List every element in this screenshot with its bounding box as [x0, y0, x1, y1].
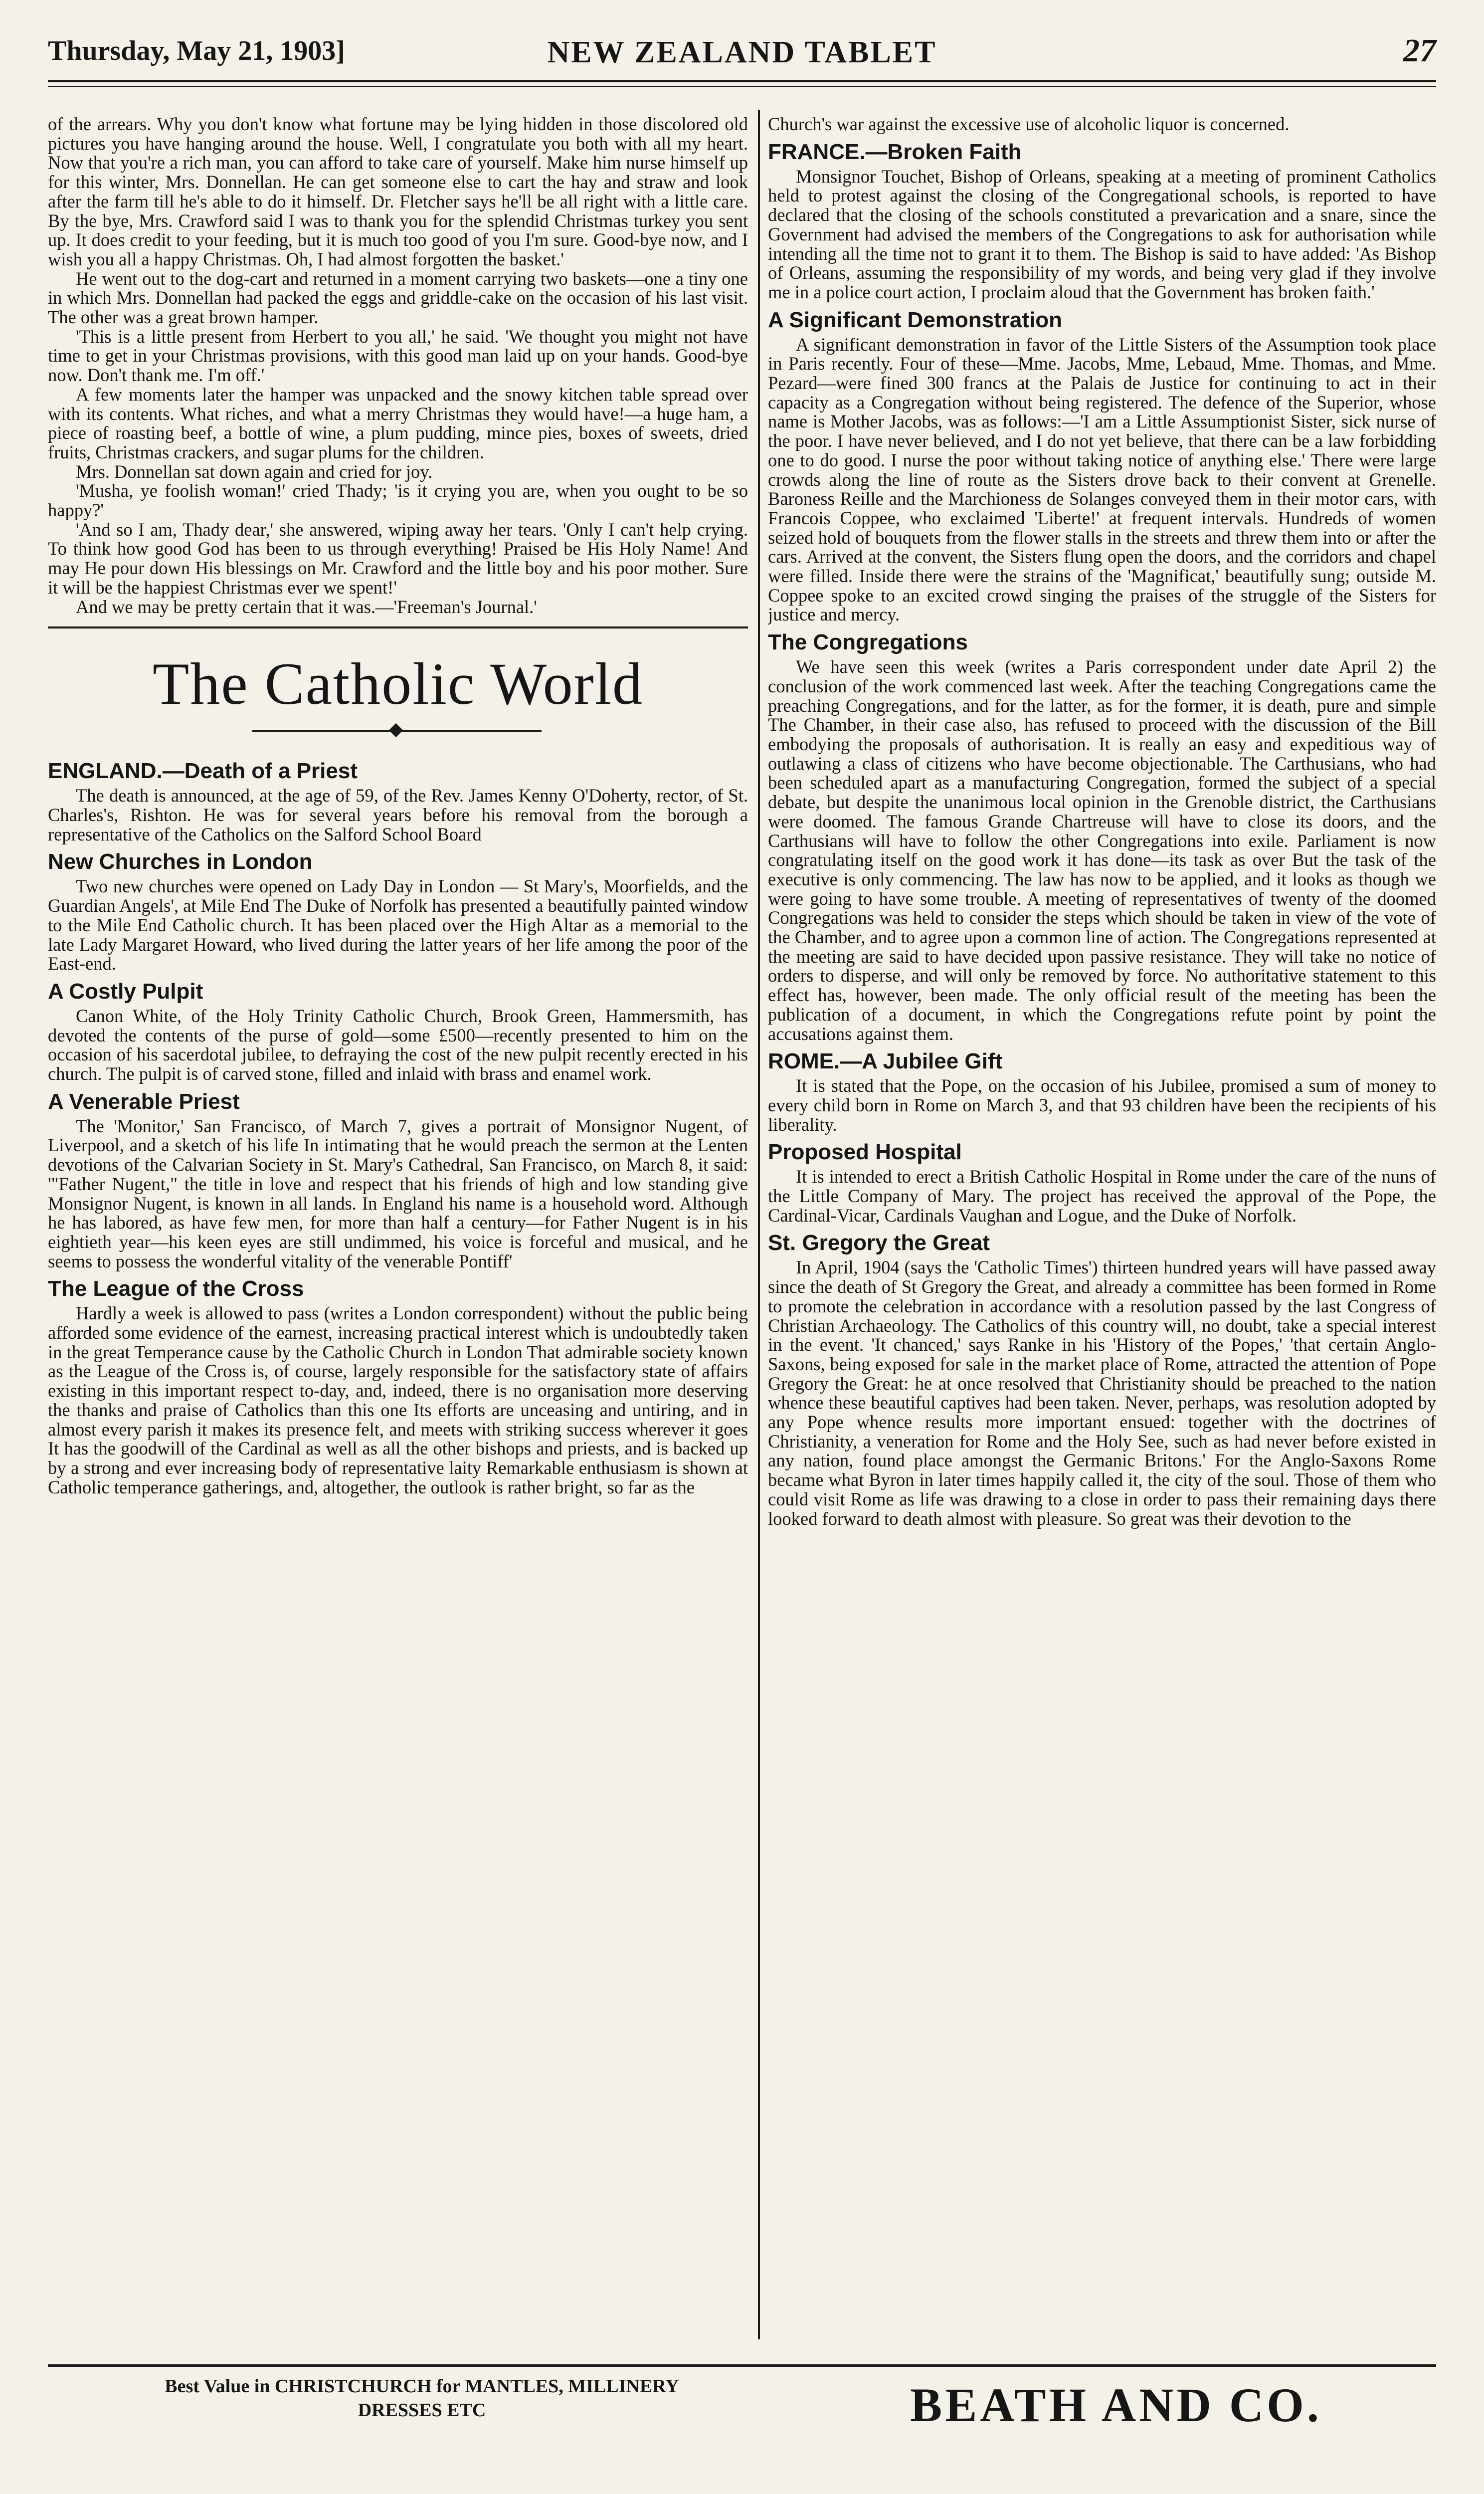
footer-advert: [48, 2374, 1436, 2474]
paragraph: Canon White, of the Holy Trinity Catholic Church, Brook Green, Hammersmith, has devoted the contents of the purse of gold—some £500—recently presented to him on the occasion of his sacerdotal jubilee, to defraying the cost of the new pulpit recently erected in his church. The pulpit is of carved stone, filled and inlaid with brass and enamel work.: [48, 1005, 748, 1084]
article-heading: St. Gregory the Great: [768, 1231, 990, 1255]
article-heading: The League of the Cross: [48, 1276, 304, 1301]
article: [48, 849, 748, 974]
footer-line-1: Best Value in CHRISTCHURCH for MANTLES, MILLINERY: [165, 2376, 679, 2397]
paragraph: A significant demonstration in favor of the Little Sisters of the Assumption took place in Paris recently. Four of these—Mme. Jacobs, Mme, Lebaud, Mme. Thomas, and Mme. Pezard—were fined 300 francs at the Palais de Justice for continuing to act in their capacity as a Congregation without being registered. The defence of the Superior, whose name is Mother Jacobs, was as follows:—'I am a Little Assumptionist Sister, sick nurse of the poor. I have never believed, and I do not yet believe, that there can be a law forbidding one to do good. I nurse the poor without taking notice of anything else.' There were large crowds along the line of route as the Sisters drove back to their convent at Grenelle. Baroness Reille and the Marchioness de Solanges conveyed them in their motor cars, with Francois Coppee, who exclaimed 'Liberte!' at frequent intervals. Hundreds of women seized hold of bouquets from the flower stalls in the streets and threw them into or after the cars. Arrived at the convent, the Sisters flung open the doors, and the corridors and chapel were filled. Inside there were the strains of the 'Magnificat,' beautifully sung; outside M. Coppee spoke to an excited crowd singing the praises of the struggle of the Sisters for justice and mercy.: [768, 334, 1436, 625]
article: [768, 1139, 1436, 1225]
left-column: [48, 115, 748, 2359]
section-divider-rule: [48, 626, 748, 628]
header-page-number: 27: [1403, 32, 1436, 69]
paragraph: Two new churches were opened on Lady Day in London — St Mary's, Moorfields, and the Guardian Angels', at Mile End The Duke of Norfolk has presented a beautifully painted window to the Mile End Catholic church. It has been placed over the High Altar as a memorial to the late Lady Margaret Howard, who lived during the latter years of her life among the poor of the East-end.: [48, 876, 748, 974]
right-column: [768, 115, 1436, 2359]
paragraph: It is stated that the Pope, on the occasion of his Jubilee, promised a sum of money to every child born in Rome on March 3, and that 93 children have been the recipients of his liberality.: [768, 1075, 1436, 1135]
paragraph: of the arrears. Why you don't know what fortune may be lying hidden in those discolored old pictures you have hanging around the house. Well, I congratulate you both with all my heart. Now that you're a rich man, you can afford to take care of yourself. Make him nurse himself up for this winter, Mrs. Donnellan. He can get someone else to cart the hay and straw and look after the farm till he's able to do it himself. Dr. Fletcher says he'll be all right with a little care. By the bye, Mrs. Crawford said I was to thank you for the splendid Christmas turkey you sent up. It does credit to your feeding, but it is much too good of you I'm sure. Good-bye now, and I wish you all a happy Christmas. Oh, I had almost forgotten the basket.': [48, 115, 748, 269]
paragraph: He went out to the dog-cart and returned in a moment carrying two baskets—one a tiny one in which Mrs. Donnellan had packed the eggs and griddle-cake on the occasion of his last visit. The other was a great brown hamper.: [48, 268, 748, 328]
column-divider: [758, 110, 760, 2339]
article-heading: A Costly Pulpit: [48, 979, 203, 1004]
page-header: [48, 29, 1436, 79]
article-heading: New Churches in London: [48, 849, 313, 874]
article-heading: A Significant Demonstration: [768, 307, 1062, 332]
article: [48, 1089, 748, 1271]
article: [48, 758, 748, 844]
article: [768, 1230, 1436, 1528]
header-rule-thin: [48, 86, 1436, 87]
section-title: The Catholic World: [153, 650, 643, 717]
footer-line-2: DRESSES ETC: [358, 2400, 486, 2421]
article: [768, 1048, 1436, 1134]
header-rule: [48, 80, 1436, 82]
story-ending: [48, 115, 748, 617]
article: [48, 1276, 748, 1497]
paragraph: And we may be pretty certain that it was.—'Freeman's Journal.': [76, 596, 537, 617]
article-heading: A Venerable Priest: [48, 1089, 240, 1114]
paragraph: A few moments later the hamper was unpacked and the snowy kitchen table spread over with its contents. What riches, and what a merry Christmas they would have!—a huge ham, a piece of roasting beef, a bottle of wine, a plum pudding, mince pies, boxes of sweets, dried fruits, Christmas crackers, and sugar plums for the children.: [48, 384, 748, 462]
paragraph: 'This is a little present from Herbert to you all,' he said. 'We thought you might not have time to get in your Christmas provisions, with this good man laid up on your hands. Good-bye now. Don't thank me. I'm off.': [48, 326, 748, 386]
article: [768, 629, 1436, 1043]
paragraph: Monsignor Touchet, Bishop of Orleans, speaking at a meeting of prominent Catholics held to protest against the closing of the Congregational schools, is reported to have declared that the closing of the schools constituted a prevarication and a snare, since the Government had advised the members of the Congregations to ask for authorisation while intending all the time not to grant it to them. The Bishop is said to have added: 'As Bishop of Orleans, assuming the responsibility of my words, and being very glad if they involve me in a police court action, I proclaim aloud that the Government has broken faith.': [768, 166, 1436, 302]
footer-advert-text: [108, 2374, 736, 2422]
article-heading: ROME.—A Jubilee Gift: [768, 1049, 1003, 1074]
left-articles: [48, 758, 748, 1497]
right-articles: [768, 139, 1436, 1529]
continuation-paragraph: Church's war against the excessive use of alcoholic liquor is concerned.: [768, 115, 1290, 134]
paragraph: 'And so I am, Thady dear,' she answered, wiping away her tears. 'Only I can't help crying. To think how good God has been to us through everything! Praised be His Holy Name! And may He pour down His blessings on Mr. Crawford and the little boy and his poor mother. Sure it will be the happiest Christmas ever we spent!': [48, 519, 748, 598]
article-heading: ENGLAND.—Death of a Priest: [48, 759, 358, 784]
footer-rule: [48, 2364, 1436, 2367]
article: [768, 139, 1436, 302]
article: [48, 979, 748, 1084]
paragraph: In April, 1904 (says the 'Catholic Times') thirteen hundred years will have passed away since the death of St Gregory the Great, and already a committee has been formed in Rome to promote the celebration in accordance with a resolution passed by the last Congress of Christian Archaeology. The Catholics of this country will, no doubt, take a special interest in the event. 'It chanced,' says Ranke in his 'History of the Popes,' 'that certain Anglo-Saxons, being exposed for sale in the market place of Rome, attracted the attention of Pope Gregory the Great: he at once resolved that Christianity should be preached to the nation whence these beautiful captives had been taken. Never, perhaps, was resolution adopted by any Pope whence results more important ensued: together with the doctrines of Christianity, a veneration for Rome and the Holy See, such as had never before existed in any nation, found place amongst the Germanic Britons.' For the Anglo-Saxons Rome became what Byron in later times happily called it, the city of the soul. Those of them who could visit Rome as life was drawing to a close in order to pass their remaining days there looked forward to death almost with pleasure. So great was their devotion to the: [768, 1257, 1436, 1529]
header-date: Thursday, May 21, 1903]: [48, 35, 345, 66]
paragraph: We have seen this week (writes a Paris correspondent under date April 2) the conclusion of the work commenced last week. After the teaching Congregations came the preaching Congregations, and for the latter, as for the former, it is death, pure and simple The Chamber, in their case also, has refused to proceed with the discussion of the Bill embodying the proposals of authorisation. It is really an easy and expeditious way of outlawing a class of citizens who have become objectionable. The Carthusians, who had been scheduled apart as a manufacturing Congregation, formed the subject of a special debate, but despite the unanimous local opinion in the Grenoble district, the Carthusians were doomed. The famous Grande Chartreuse will have to close its doors, and the Carthusians will have to follow the other Congregations into exile. Parliament is now congratulating itself on the good work it has done—its task as over But the task of the executive is only commencing. The law has now to be applied, and it looks as though we were going to have some trouble. A meeting of representatives of twenty of the doomed Congregations was held to consider the steps which should be taken in view of the vote of the Chamber, and to agree upon a common line of action. The Congregations represented at the meeting are said to have decided upon passive resistance. They will take no notice of orders to disperse, and will only be removed by force. No authoritative statement to this effect has, however, been made. The only official result of the meeting has been the publication of a document, in which the Congregations refute point by point the accusations against them.: [768, 656, 1436, 1044]
article: [768, 307, 1436, 625]
paragraph: Hardly a week is allowed to pass (writes a London correspondent) without the public being afforded some evidence of the earnest, increasing practical interest which is undoubtedly taken in the great Temperance cause by the Catholic Church in London That admirable society known as the League of the Cross is, of course, largely responsible for the satisfactory state of affairs existing in this important respect to-day, and, indeed, there is no organisation more deserving the thanks and praise of Catholics than this one Its efforts are unceasing and untiring, and in almost every parish it makes its presence felt, and meets with striking success wherever it goes It has the goodwill of the Cardinal as well as all the other bishops and priests, and is backed up by a strong and ever increasing body of representative laity Remarkable enthusiasm is shown at Catholic temperance gatherings, and, altogether, the outlook is rather bright, so far as the: [48, 1303, 748, 1497]
title-ornament: [48, 723, 748, 738]
paragraph: 'Musha, ye foolish woman!' cried Thady; 'is it crying you are, when you ought to be so happy?': [48, 480, 748, 521]
header-title: NEW ZEALAND TABLET: [547, 35, 937, 69]
diamond-icon: [389, 723, 403, 737]
paragraph: The death is announced, at the age of 59, of the Rev. James Kenny O'Doherty, rector, of St. Charles's, Rishton. He was for several years before his removal from the borough a representative of the Catholics on the Salford School Board: [48, 785, 748, 844]
article-heading: The Congregations: [768, 630, 968, 655]
paragraph: Mrs. Donnellan sat down again and cried for joy.: [76, 461, 433, 482]
footer-company-name: BEATH AND CO.: [910, 2378, 1322, 2432]
paragraph: It is intended to erect a British Catholic Hospital in Rome under the care of the nuns of the Little Company of Mary. The project has received the approval of the Pope, the Cardinal-Vicar, Cardinals Vaughan and Logue, and the Duke of Norfolk.: [768, 1166, 1436, 1226]
paragraph: The 'Monitor,' San Francisco, of March 7, gives a portrait of Monsignor Nugent, of Liverpool, and a sketch of his life In intimating that he would preach the sermon at the Lenten devotions of the Calvarian Society in St. Mary's Cathedral, San Francisco, on March 8, it said: '"Father Nugent," the title in love and respect that his friends of high and low standing give Monsignor Nugent, is known in all lands. In England his name is a household word. Although he has labored, as have few men, for more than half a century—for Father Nugent is in his eightieth year—his keen eyes are still undimmed, his voice is forceful and musical, and he seems to possess the wonderful vitality of the venerable Pontiff': [48, 1115, 748, 1271]
article-heading: FRANCE.—Broken Faith: [768, 139, 1022, 164]
article-heading: Proposed Hospital: [768, 1140, 962, 1165]
